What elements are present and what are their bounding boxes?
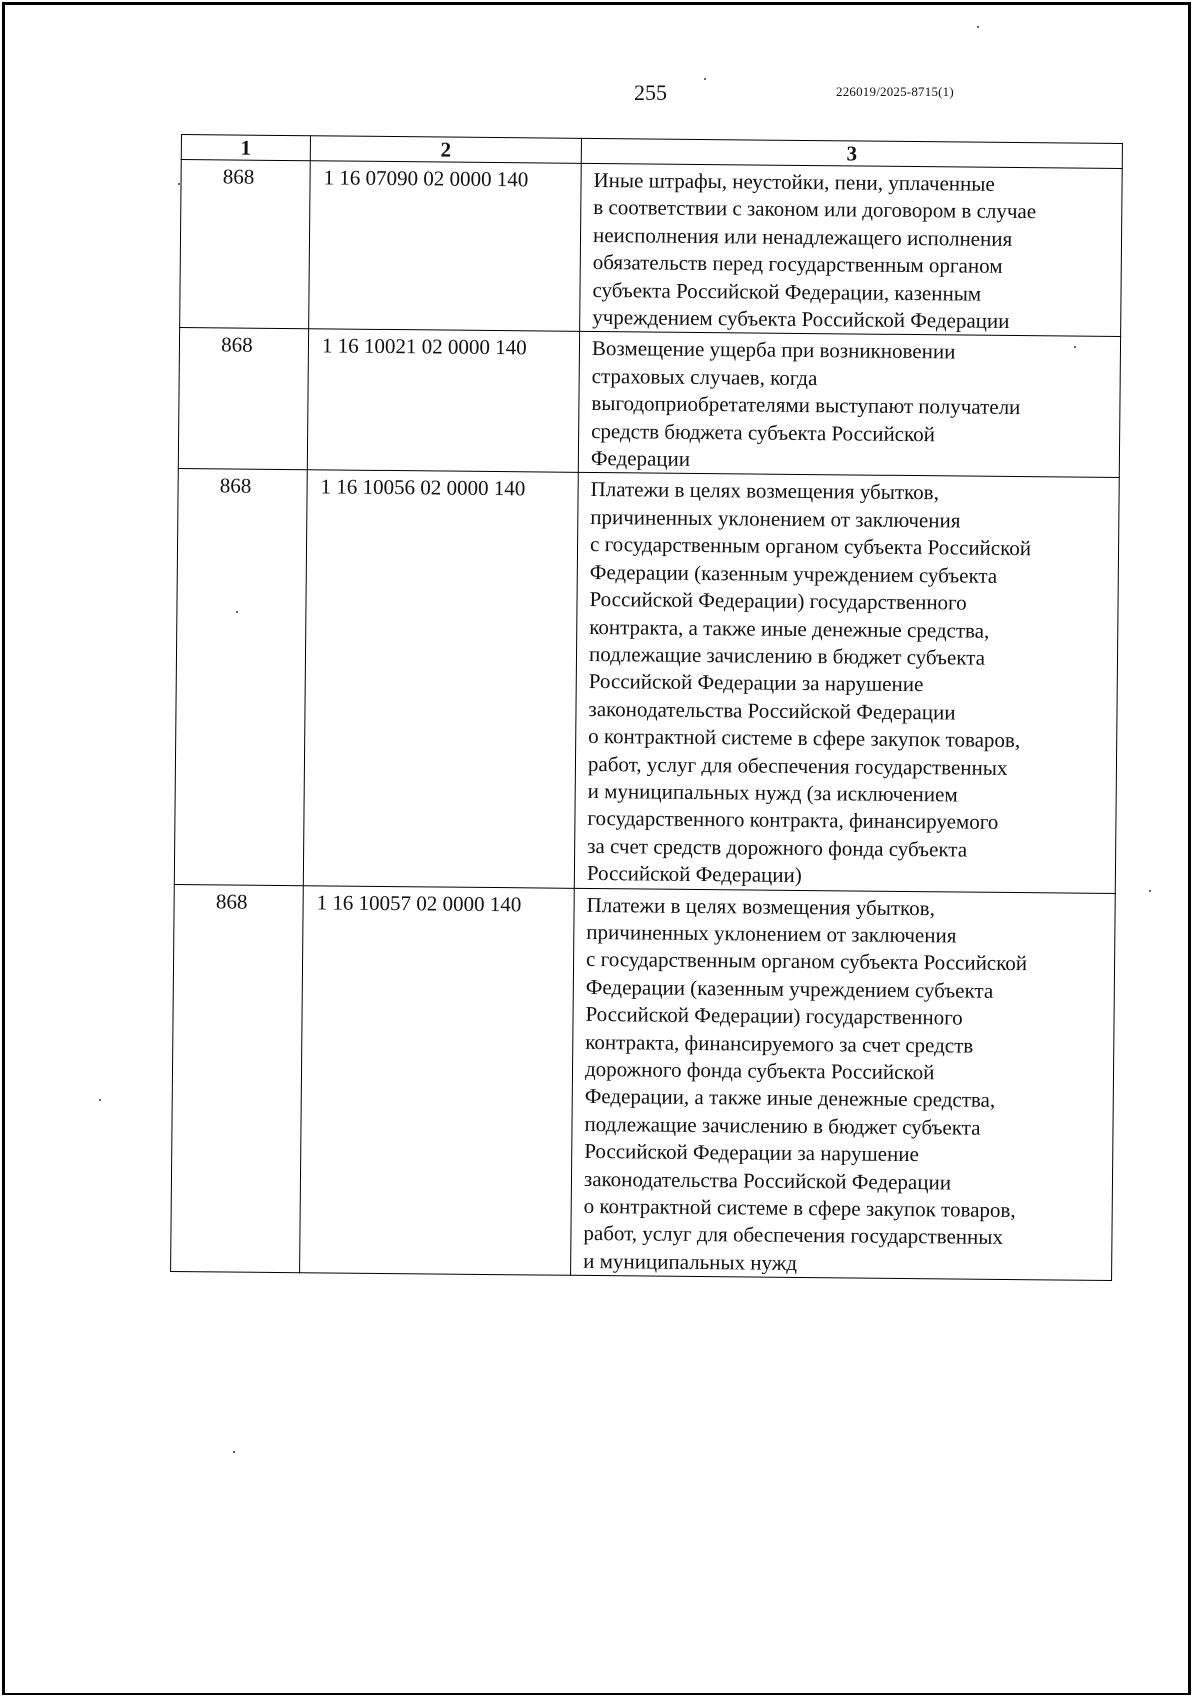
description-line: с государственным органом субъекта Российской — [589, 532, 1032, 561]
revenue-codes-table — [170, 134, 1123, 1281]
scan-speck — [977, 26, 979, 28]
page-number: 255 — [634, 80, 667, 105]
admin-code-cell: 868 — [171, 884, 304, 1273]
description-line: контракта, а также иные денежные средства, — [589, 614, 990, 643]
description-line: Федерации, а также иные денежные средства, — [584, 1084, 996, 1113]
table-row — [178, 328, 1120, 478]
description-line: контракта, финансируемого за счет средств — [585, 1029, 974, 1058]
description-line: Федерации (казенным учреждением субъекта — [589, 559, 998, 588]
description-line: Российской Федерации за нарушение — [584, 1139, 919, 1167]
description-line: государственного контракта, финансируемого — [587, 806, 999, 835]
description-line: законодательства Российской Федерации — [588, 696, 956, 725]
description-line: причиненных уклонением от заключения — [590, 504, 961, 533]
kbk-code-cell: 1 16 10056 02 0000 140 — [303, 470, 578, 888]
column-header-1: 1 — [181, 135, 310, 161]
description-line: подлежащие зачислению в бюджет субъекта — [584, 1111, 981, 1140]
description-line: в соответствии с законом или договором в случае — [593, 195, 1037, 224]
kbk-code-cell: 1 16 07090 02 0000 140 — [309, 161, 582, 332]
description-line: страховых случаев, когда — [591, 363, 818, 390]
description-line: о контрактной системе в сфере закупок товаров, — [583, 1193, 1016, 1223]
description-line: с государственным органом субъекта Российской — [585, 947, 1028, 976]
description-line: субъекта Российской Федерации, казенным — [592, 277, 982, 306]
scan-speck — [178, 183, 180, 185]
description-line: за счет средств дорожного фонда субъекта — [587, 833, 968, 862]
scan-speck — [704, 78, 706, 80]
table-row — [171, 884, 1116, 1281]
description-line: дорожного фонда субъекта Российской — [584, 1056, 935, 1085]
description-line: работ, услуг для обеспечения государственных — [587, 751, 1008, 780]
description-line: и муниципальных нужд — [583, 1248, 798, 1275]
description-line: подлежащие зачислению в бюджет субъекта — [588, 641, 986, 670]
kbk-code-cell: 1 16 10021 02 0000 140 — [307, 329, 579, 473]
description-cell — [578, 332, 1120, 478]
description-line: Федерации — [590, 446, 691, 471]
description-cell — [580, 163, 1123, 337]
description-line: Российской Федерации) государственного — [589, 587, 967, 615]
scan-speck — [236, 611, 238, 613]
description-line: Платежи в целях возмещения убытков, — [590, 477, 940, 505]
description-line: учреждением субъекта Российской Федерации — [592, 304, 1010, 333]
description-cell — [571, 888, 1116, 1281]
description-line: о контрактной системе в сфере закупок товаров, — [588, 724, 1021, 753]
table-body — [171, 160, 1123, 1281]
description-line: Российской Федерации за нарушение — [588, 669, 924, 697]
description-line: Федерации (казенным учреждением субъекта — [585, 974, 994, 1003]
description-line: Возмещение ущерба при возникновении — [591, 336, 956, 364]
description-line: выгодоприобретателями выступают получатели — [591, 391, 1021, 420]
description-line: средств бюджета субъекта Российской — [591, 418, 936, 446]
scan-speck — [99, 1099, 101, 1101]
kbk-code-cell: 1 16 10057 02 0000 140 — [300, 885, 575, 1275]
description-line: обязательств перед государственным органом — [592, 250, 1003, 279]
column-header-2: 2 — [310, 136, 581, 164]
table-row — [174, 469, 1119, 893]
description-line: причиненных уклонением от заключения — [586, 919, 957, 948]
document-code: 226019/2025-8715(1) — [836, 84, 954, 99]
admin-code-cell: 868 — [174, 469, 307, 885]
description-line: и муниципальных нужд (за исключением — [587, 778, 958, 807]
description-cell — [574, 473, 1119, 893]
scan-speck — [233, 1451, 235, 1453]
description-line: Российской Федерации) государственного — [585, 1002, 963, 1030]
description-line: Иные штрафы, неустойки, пени, уплаченные — [593, 167, 995, 196]
column-header-3: 3 — [581, 138, 1122, 168]
description-line: Платежи в целях возмещения убытков, — [586, 892, 936, 920]
table-row — [180, 160, 1123, 337]
admin-code-cell: 868 — [178, 328, 308, 470]
description-line: работ, услуг для обеспечения государственных — [583, 1221, 1004, 1250]
description-line: законодательства Российской Федерации — [583, 1166, 952, 1195]
scan-speck — [1074, 346, 1076, 348]
description-line: неисполнения или ненадлежащего исполнения — [592, 222, 1013, 251]
scan-speck — [1149, 890, 1151, 892]
admin-code-cell: 868 — [180, 160, 311, 330]
description-line: Российской Федерации) — [586, 861, 802, 888]
